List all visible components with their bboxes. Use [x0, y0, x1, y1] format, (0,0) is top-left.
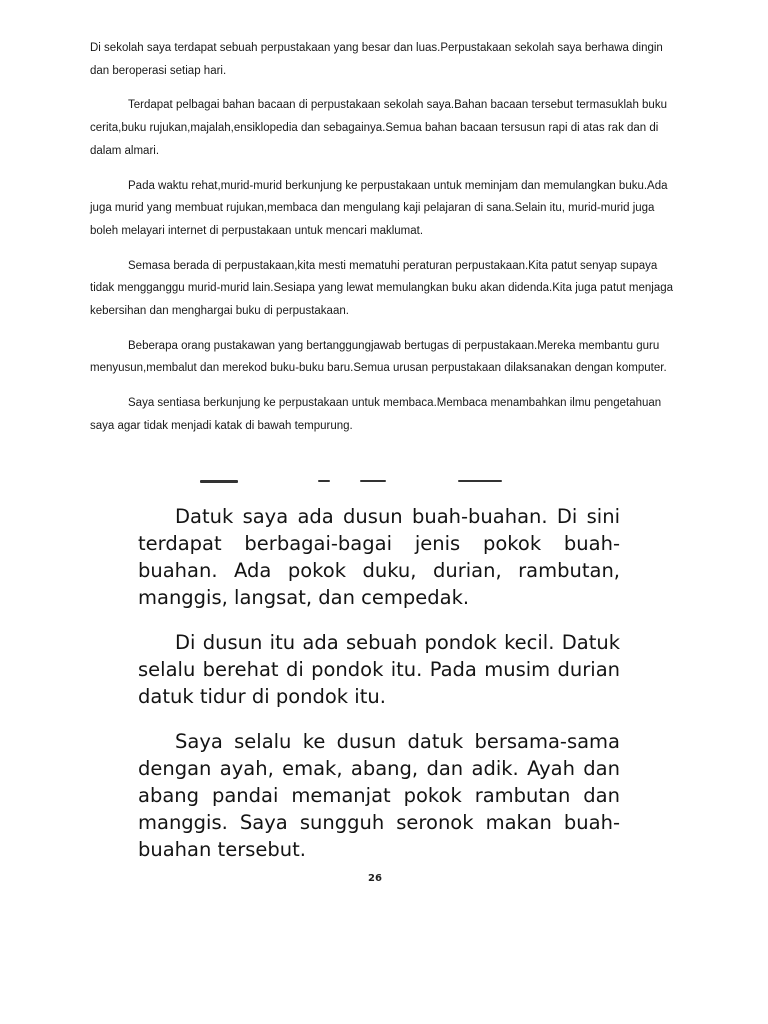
- scan-artifact-mark: [318, 480, 330, 482]
- story-paragraph-2: Di dusun itu ada sebuah pondok kecil. Datuk selalu berehat di pondok itu. Pada musim durian datuk tidur di pondok itu.: [138, 631, 620, 708]
- essay-paragraph-3: Pada waktu rehat,murid-murid berkunjung ke perpustakaan untuk meminjam dan memulangkan buku.Ada juga murid yang membuat rujukan,membaca dan mengulang kaji pelajaran di sana.Selain itu, murid-murid juga boleh melayari internet di perpustakaan untuk mencari maklumat.: [90, 179, 668, 237]
- story-paragraph-1: Datuk saya ada dusun buah-buahan. Di sini terdapat berbagai-bagai jenis pokok buah-buahan. Ada pokok duku, durian, rambutan, manggis, langsat, dan cempedak.: [138, 505, 620, 609]
- essay-paragraph-5: Beberapa orang pustakawan yang bertanggungjawab bertugas di perpustakaan.Mereka membantu guru menyusun,membalut dan merekod buku-buku baru.Semua urusan perpustakaan dilaksanakan dengan komputer.: [90, 339, 667, 375]
- scan-artifact-mark: [458, 480, 502, 482]
- essay-paragraph-1: Di sekolah saya terdapat sebuah perpustakaan yang besar dan luas.Perpustakaan sekolah saya berhawa dingin dan beroperasi setiap hari.: [90, 42, 663, 77]
- essay-text-block: [90, 37, 680, 450]
- essay-paragraph-4: Semasa berada di perpustakaan,kita mesti mematuhi peraturan perpustakaan.Kita patut senyap supaya tidak mengganggu murid-murid lain.Sesiapa yang lewat memulangkan buku akan didenda.Kita juga patut menjaga kebersihan dan menghargai buku di perpustakaan.: [90, 259, 674, 318]
- essay-paragraph-2: Terdapat pelbagai bahan bacaan di perpustakaan sekolah saya.Bahan bacaan tersebut termasuklah buku cerita,buku rujukan,majalah,ensiklopedia dan sebagainya.Semua bahan bacaan tersusun rapi di atas rak dan di dalam almari.: [90, 99, 667, 157]
- story-text-block: [138, 503, 620, 881]
- scan-artifact-mark: [200, 480, 238, 483]
- scan-artifact-mark: [360, 480, 386, 482]
- essay-paragraph-6: Saya sentiasa berkunjung ke perpustakaan untuk membaca.Membaca menambahkan ilmu pengetahuan saya agar tidak menjadi katak di bawah tempurung.: [90, 397, 662, 432]
- story-paragraph-3: Saya selalu ke dusun datuk bersama-sama dengan ayah, emak, abang, dan adik. Ayah dan abang pandai memanjat pokok rambutan dan manggis. Saya sungguh seronok makan buah-buahan tersebut.: [138, 730, 620, 861]
- page-number: 26: [368, 873, 382, 884]
